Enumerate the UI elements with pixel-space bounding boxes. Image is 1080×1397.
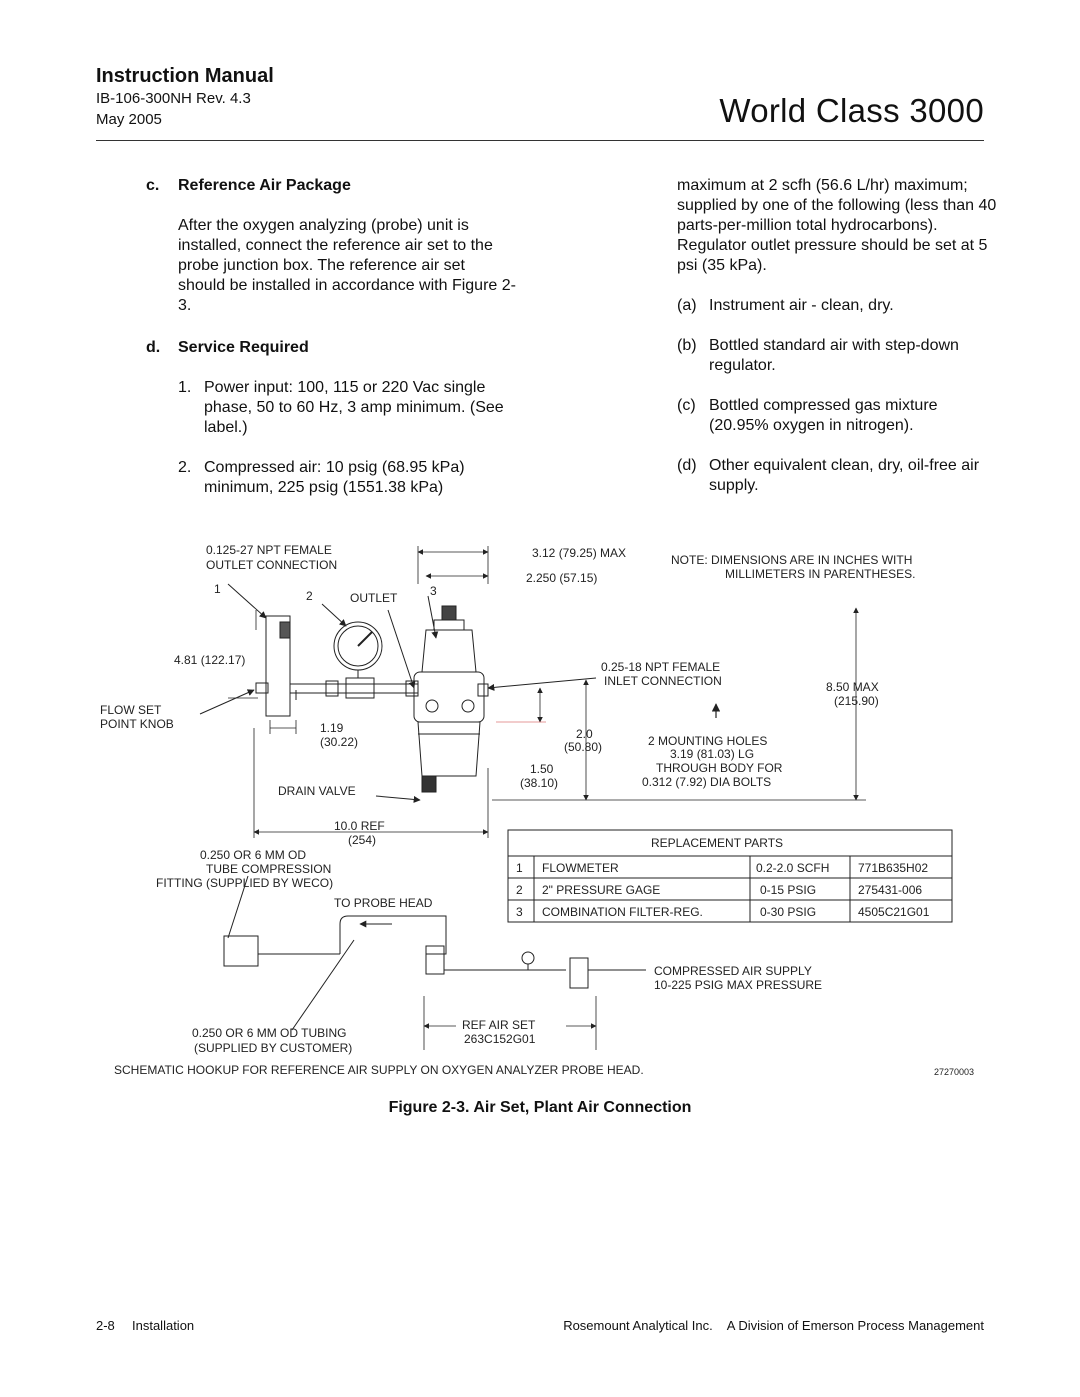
parts-cell: 0-15 PSIG <box>760 883 817 897</box>
air-option <box>677 336 997 376</box>
label: OUTLET <box>350 591 398 605</box>
page-header <box>96 64 274 130</box>
label: OUTLET CONNECTION <box>206 558 338 572</box>
label: 0.25-18 NPT FEMALE <box>601 660 721 674</box>
air-option-text: Instrument air - clean, dry. <box>709 297 894 314</box>
parts-cell: 771B635H02 <box>858 861 929 875</box>
junction-box <box>224 936 258 966</box>
label: COMPRESSED AIR SUPPLY <box>654 964 812 978</box>
air-option-text: Bottled compressed gas mixture (20.95% oxygen in nitrogen). <box>709 397 938 434</box>
label: FLOW SET <box>100 703 162 717</box>
service-item <box>178 378 516 438</box>
section-c-letter: c. <box>146 177 160 194</box>
drawing-number: 27270003 <box>934 1067 975 1077</box>
air-option <box>677 296 997 316</box>
flowmeter-window <box>280 622 290 638</box>
label: 2 MOUNTING HOLES <box>648 734 768 748</box>
label: TO PROBE HEAD <box>334 896 433 910</box>
section-d-heading <box>146 338 516 358</box>
figure-caption: Figure 2-3. Air Set, Plant Air Connection <box>388 1099 692 1116</box>
label: 0.125-27 NPT FEMALE <box>206 543 332 557</box>
parts-cell: 2" PRESSURE GAGE <box>542 883 661 897</box>
label: INLET CONNECTION <box>604 674 722 688</box>
service-item-text: Power input: 100, 115 or 220 Vac single phase, 50 to 60 Hz, 3 amp minimum. (See label.) <box>204 379 504 436</box>
label: 2.250 (57.15) <box>526 571 598 585</box>
air-option-label: (a) <box>677 297 697 314</box>
section-d-letter: d. <box>146 339 161 356</box>
label: FITTING (SUPPLIED BY WECO) <box>156 876 334 890</box>
doc-date: May 2005 <box>96 111 162 128</box>
footer-right <box>563 1318 984 1333</box>
section-c-title: Reference Air Package <box>178 177 351 194</box>
label: 4.81 (122.17) <box>174 653 246 667</box>
label: POINT KNOB <box>100 717 174 731</box>
parts-cell: COMBINATION FILTER-REG. <box>542 905 703 919</box>
label: 2.0 <box>576 727 593 741</box>
service-item <box>178 458 516 498</box>
parts-cell: 3 <box>516 905 523 919</box>
regulator-body <box>414 672 484 722</box>
air-option-label: (c) <box>677 397 696 414</box>
label: (SUPPLIED BY CUSTOMER) <box>194 1041 353 1055</box>
header-rule <box>96 140 984 141</box>
parts-cell: 0.2-2.0 SCFH <box>756 861 830 875</box>
label: 8.50 MAX <box>826 680 879 694</box>
label: (38.10) <box>520 776 559 790</box>
footer-division: A Division of Emerson Process Management <box>726 1318 984 1333</box>
label: MILLIMETERS IN PARENTHESES. <box>725 567 916 581</box>
schematic-caption: SCHEMATIC HOOKUP FOR REFERENCE AIR SUPPLY ON OXYGEN ANALYZER PROBE HEAD. <box>114 1063 644 1077</box>
label: 0.312 (7.92) DIA BOLTS <box>642 775 772 789</box>
air-option-text: Other equivalent clean, dry, oil-free air supply. <box>709 457 980 494</box>
section-c-heading <box>146 176 516 196</box>
manual-title: Instruction Manual <box>96 65 274 87</box>
drain-valve <box>422 776 436 792</box>
callout-3: 3 <box>430 584 437 598</box>
callout-1: 1 <box>214 582 221 596</box>
label: 3.12 (79.25) MAX <box>532 546 627 560</box>
footer-left <box>96 1318 194 1333</box>
label: DRAIN VALVE <box>278 784 356 798</box>
product-name: World Class 3000 <box>719 92 984 129</box>
label: REF AIR SET <box>462 1018 536 1032</box>
drawing-linework <box>200 546 952 1050</box>
parts-cell: 0-30 PSIG <box>760 905 817 919</box>
parts-cell: FLOWMETER <box>542 861 619 875</box>
service-item-text: Compressed air: 10 psig (68.95 kPa) minimum, 225 psig (1551.38 kPa) <box>204 459 465 496</box>
label: (50.80) <box>564 740 603 754</box>
drawing-labels <box>100 543 974 1077</box>
parts-cell: 2 <box>516 883 523 897</box>
filter-bowl <box>418 722 480 776</box>
service-item-number: 2. <box>178 459 192 476</box>
continuation-text: maximum at 2 scfh (56.6 L/hr) maximum; supplied by one of the following (less than 40 parts-per-million total hydrocarbons). Regulator outlet pressure should be set at 5 psi (35 kPa). <box>677 177 997 274</box>
parts-table-title: REPLACEMENT PARTS <box>651 836 784 850</box>
parts-cell: 1 <box>516 861 523 875</box>
label: TUBE COMPRESSION <box>206 862 332 876</box>
label: 10-225 PSIG MAX PRESSURE <box>654 978 823 992</box>
doc-number: IB-106-300NH Rev. 4.3 <box>96 90 251 107</box>
label: 263C152G01 <box>464 1032 536 1046</box>
air-option <box>677 396 997 436</box>
section-d-title: Service Required <box>178 339 309 356</box>
label: 10.0 REF <box>334 819 385 833</box>
air-set-figure <box>96 538 984 1083</box>
label: 0.250 OR 6 MM OD <box>200 848 307 862</box>
air-set-drawing <box>96 538 984 1083</box>
reference-tubing <box>340 916 446 954</box>
label: 0.250 OR 6 MM OD TUBING <box>192 1026 347 1040</box>
label: (254) <box>348 833 377 847</box>
parts-cell: 4505C21G01 <box>858 905 930 919</box>
air-option-text: Bottled standard air with step-down regulator. <box>709 337 959 374</box>
label: THROUGH BODY FOR <box>656 761 783 775</box>
parts-cell: 275431-006 <box>858 883 923 897</box>
label: 1.50 <box>530 762 554 776</box>
air-option-label: (d) <box>677 457 697 474</box>
left-column <box>146 176 516 498</box>
label: NOTE: DIMENSIONS ARE IN INCHES WITH <box>671 553 913 567</box>
right-column <box>677 176 997 496</box>
service-item-number: 1. <box>178 379 192 396</box>
label: (215.90) <box>834 694 879 708</box>
footer-section: Installation <box>132 1318 195 1333</box>
regulator-bonnet <box>422 630 476 672</box>
page-number: 2-8 <box>96 1318 115 1333</box>
section-c-body: After the oxygen analyzing (probe) unit is installed, connect the reference air set to the probe junction box. The reference air set should be installed in accordance with Figure 2-3. <box>178 217 516 314</box>
air-option <box>677 456 997 496</box>
callout-2: 2 <box>306 589 313 603</box>
label: 1.19 <box>320 721 344 735</box>
label: 3.19 (81.03) LG <box>670 747 755 761</box>
air-option-label: (b) <box>677 337 697 354</box>
footer-company: Rosemount Analytical Inc. <box>563 1318 713 1333</box>
label: (30.22) <box>320 735 359 749</box>
